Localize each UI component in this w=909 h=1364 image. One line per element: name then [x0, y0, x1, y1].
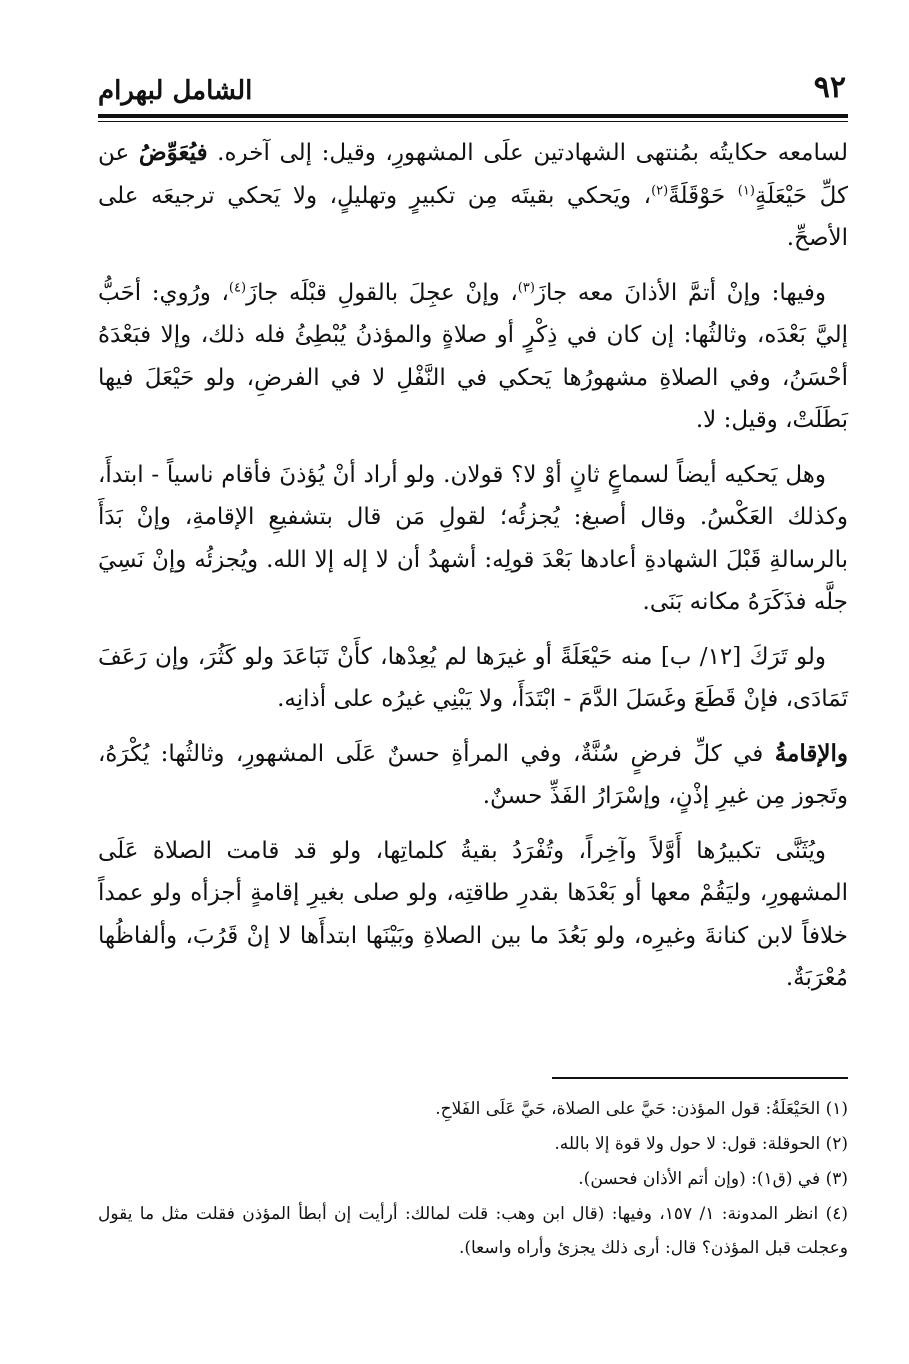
- footnote-1: (١) الحَيْعَلَةُ: قول المؤذن: حَيَّ على الصلاة، حَيَّ عَلَى الفَلاحِ.: [435, 1099, 848, 1119]
- main-text: [98, 132, 848, 1012]
- paragraph-5-text: في كلِّ فرضٍ سُنَّةٌ، وفي المرأةِ حسنٌ عَلَى المشهورِ، وثالثُها: يُكْرَهُ، وتَجوز مِن غيرِ إذْنٍ، وإسْرَارُ الفَذِّ حسنٌ.: [98, 740, 848, 809]
- footnote-ref-3[interactable]: (٣): [517, 279, 535, 295]
- paragraph-2: [98, 272, 848, 442]
- footnote-3: (٣) في (ق١): (وإن أتم الأذان فحسن).: [578, 1169, 848, 1189]
- footnote-ref-4[interactable]: (٤): [228, 279, 247, 295]
- running-title: الشامل لبهرام: [98, 76, 253, 106]
- paragraph-2-text-a: وفيها: وإنْ أتمَّ الأذانَ معه جازَ: [534, 279, 826, 306]
- paragraph-2-text-c: ، ورُوي: أحَبُّ إليَّ بَعْدَه، وثالثُها: إن كان في ذِكْرٍ أو صلاةٍ والمؤذنُ يُبْطِئُ فله ذلك، وإلا فبَعْدَهُ أحْسَنُ، وفي الصلاةِ مشهورُها يَحكي في النَّفْلِ لا في الفرضِ، ولو حَيْعَلَ فيها بَطَلَتْ، وقيل: لا.: [98, 279, 848, 433]
- paragraph-1-text-a: لسامعه حكايتُه بمُنتهى الشهادتين علَى المشهورِ، وقيل: إلى آخره.: [207, 140, 849, 166]
- paragraph-2-text-b: ، وإنْ عجِلَ بالقولِ قبْلَه جازَ: [246, 279, 518, 306]
- paragraph-1-text-c: حَوْقَلَةً: [668, 182, 738, 209]
- page-number: ٩٢: [813, 70, 846, 105]
- page-header: [98, 62, 846, 112]
- footnote-ref-2[interactable]: (٢): [651, 182, 669, 198]
- header-rule-thick: [98, 114, 848, 118]
- paragraph-5-bold-term: والإقامةُ: [774, 739, 848, 767]
- paragraph-6: ويُثَنَّى تكبيرُها أَوَّلاً وآخِراً، وتُفْرَدُ بقيةُ كلماتِها، ولو قد قامت الصلاة عَلَى المشهورِ، وليَقُمْ معها أو بَعْدَها بقدرِ طاقتِه، ولو صلى بغيرِ إقامةٍ أجزأه ولو عمداً خلافاً لابن كنانةَ وغيرِه، ولو بَعُدَ ما بين الصلاةِ وبَيْنَها ابتدأَها لا إنْ قَرُبَ، وألفاظُها مُعْرَبَةٌ.: [98, 837, 848, 991]
- paragraph-1-text-b: عن كلِّ حَيْعَلَةٍ: [98, 140, 848, 209]
- header-rule-thin: [98, 121, 848, 122]
- paragraph-1-text-d: ، ويَحكي بقيتَه مِن تكبيرٍ وتهليلٍ، ولا يَحكي ترجيعَه على الأصحِّ.: [98, 182, 848, 251]
- paragraph-3: وهل يَحكيه أيضاً لسماعٍ ثانٍ أوْ لا؟ قولان. ولو أراد أنْ يُؤذنَ فأقام ناسياً - ابتدأَ، وكذلك العَكْسُ. وقال أصبغ: يُجزئُه؛ لقولِ مَن قال بتشفيعِ الإقامةِ، وإنْ بَدَأَ بالرسالةِ قَبْلَ الشهادةِ أعادها بَعْدَ قولِه: أشهدُ أن لا إله إلا الله. ويُجزئُه وإنْ نَسِيَ جلَّه فذَكَرَهُ مكانه بَنَى.: [98, 461, 848, 615]
- paragraph-4: ولو تَرَكَ [١٢/ ب] منه حَيْعَلَةً أو غيرَها لم يُعِدْها، كأَنْ تَبَاعَدَ ولو كَثُرَ، وإن رَعَفَ تَمَادَى، فإنْ قَطَعَ وغَسَلَ الدَّمَ - ابْتَدَأَ، ولا يَبْنِي غيرُه على أذانِه.: [98, 643, 848, 712]
- paragraph-1-bold-term: فيُعَوِّضُ: [138, 139, 208, 166]
- footnote-4: (٤) انظر المدونة: ١/ ١٥٧، وفيها: (قال ابن وهب: قلت لمالك: أرأيت إن أبطأ المؤذن فقلت مثل ما يقول وعجلت قبل المؤذن؟ قال: أرى ذلك يجزئ وأراه واسعا).: [98, 1204, 849, 1258]
- footnote-2: (٢) الحوقلة: قول: لا حول ولا قوة إلا بالله.: [554, 1134, 848, 1154]
- footnotes: [98, 1092, 848, 1266]
- paragraph-5: [98, 733, 848, 818]
- footnote-ref-1[interactable]: (١): [737, 182, 755, 198]
- paragraph-1: [98, 132, 848, 260]
- footnote-separator: [552, 1077, 848, 1079]
